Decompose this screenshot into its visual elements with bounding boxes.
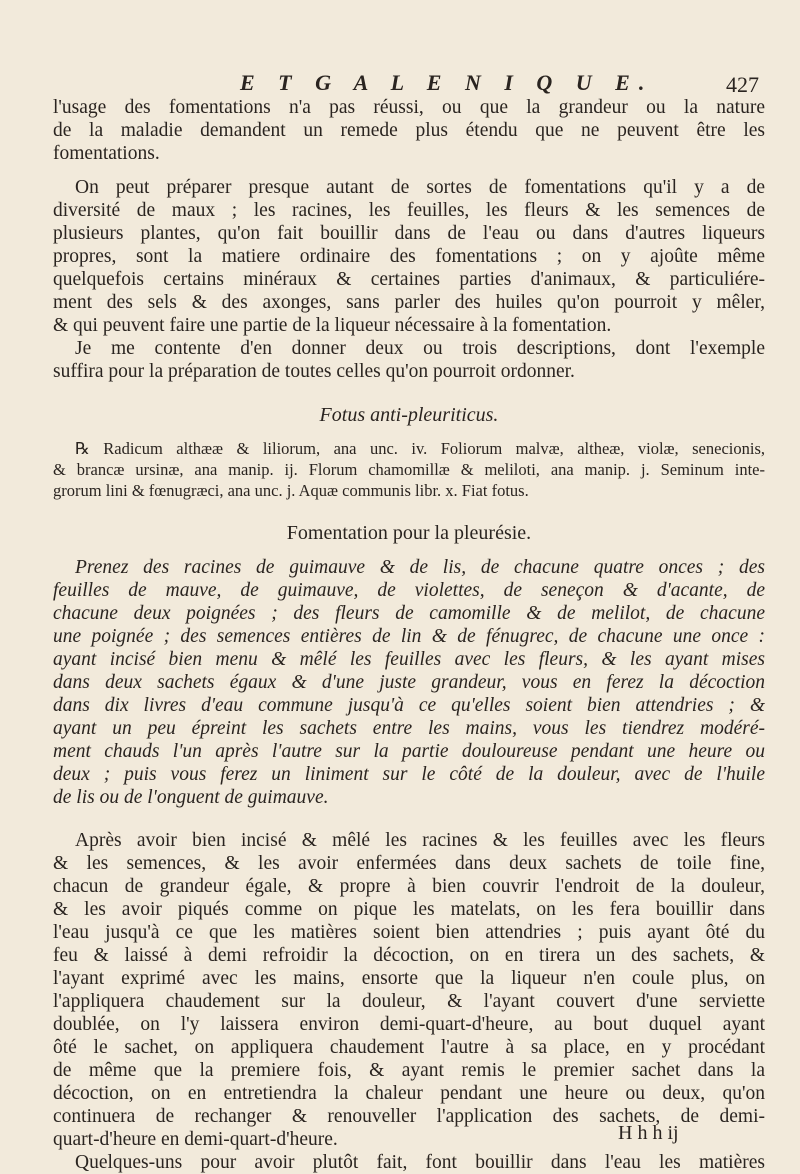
text-line: ayant incisé bien menu & mêlé les feuilles avec les fleurs, & les ayant mises [53,649,765,670]
text-line: Quelques-uns pour avoir plutôt fait, font bouillir dans l'eau les matières [75,1152,765,1173]
text-line: Après avoir bien incisé & mêlé les racines & les feuilles avec les fleurs [75,830,765,851]
text-line: feu & laissé à demi refroidir la décoction, on en tirera un des sachets, & [53,945,765,966]
latin-formula [53,438,765,501]
text-line: ôté le sachet, on appliquera chaudement l'autre à sa place, en y procédant [53,1037,765,1058]
text-line: doublée, on l'y laissera environ demi-quart-d'heure, au bout duquel ayant [53,1014,765,1035]
text-line: dans dix livres d'eau commune jusqu'à ce qu'elles soient bien attendries ; & [53,695,765,716]
text-line: chacun de grandeur égale, & propre à bien couvrir l'endroit de la douleur, [53,876,765,897]
text-line: & brancæ ursinæ, ana manip. ij. Florum chamomillæ & meliloti, ana manip. j. Seminum inte- [53,460,765,479]
paragraph-content [53,337,765,383]
running-title: E T G A L E N I Q U E. [240,70,654,95]
text-line: fomentations. [53,143,160,164]
text-line: On peut préparer presque autant de sortes de fomentations qu'il y a de [75,177,765,198]
text-line: & les avoir piqués comme on pique les matelats, on les fera bouillir dans [53,899,765,920]
text-line: quelquefois certains minéraux & certaines parties d'animaux, & particuliére- [53,269,765,290]
paragraph-ingredients [53,176,765,337]
text-line: propres, sont la matiere ordinaire des fomentations ; on y ajoûte même [53,246,765,267]
text-line: de la maladie demandent un remede plus étendu que ne peuvent être les [53,120,765,141]
text-line: de lis ou de l'onguent de guimauve. [53,787,329,808]
text-line: plusieurs plantes, qu'on fait bouillir dans de l'eau ou dans d'autres liqueurs [53,223,765,244]
text-line: chacune deux poignées ; des fleurs de camomille & de melilot, de chacune [53,603,765,624]
fomentation-title: Fomentation pour la pleurésie. [286,522,532,544]
body-text [53,96,765,1174]
signature-mark: H h h ij [618,1122,679,1144]
text-line: & qui peuvent faire une partie de la liqueur nécessaire à la fomentation. [53,315,612,336]
text-line: diversité de maux ; les racines, les feuilles, les fleurs & les semences de [53,200,765,221]
text-line: continuera de rechanger & renouveller l'application des sachets, de demi- [53,1106,765,1127]
page-number: 427 [726,72,759,97]
text-line: dans deux sachets égaux & d'une juste grandeur, vous en ferez la décoction [53,672,765,693]
text-line: l'ayant exprimé avec les mains, ensorte que la liqueur n'en coule plus, on [53,968,765,989]
paragraph-intro [53,96,765,165]
recipe-paragraph [53,556,765,809]
formula-title: Fotus anti-pleuriticus. [319,404,499,426]
text-line: suffira pour la préparation de toutes celles qu'on pourroit ordonner. [53,361,575,382]
text-line: Je me contente d'en donner deux ou trois descriptions, dont l'exemple [75,338,765,359]
text-line: l'usage des fomentations n'a pas réussi, ou que la grandeur ou la nature [53,97,765,118]
text-line: ayant un peu épreint les sachets entre les mains, vous les tiendrez modéré- [53,718,765,739]
text-line: Prenez des racines de guimauve & de lis, de chacune quatre onces ; des [75,557,765,578]
text-line: quart-d'heure en demi-quart-d'heure. [53,1129,338,1150]
text-line: une poignée ; des semences entières de lin & de fénugrec, de chacune une once : [53,626,765,647]
text-line: de même que la premiere fois, & ayant remis le premier sachet dans la [53,1060,765,1081]
text-line: deux ; puis vous ferez un liniment sur le côté de la douleur, avec de l'huile [53,764,765,785]
text-line: feuilles de mauve, de guimauve, de violettes, de seneçon & d'acante, de [53,580,765,601]
text-line: décoction, on en entretiendra la chaleur pendant une heure ou deux, qu'on [53,1083,765,1104]
text-line: l'eau jusqu'à ce que les matières soient bien attendries ; puis ayant ôté du [53,922,765,943]
text-line: ℞ Radicum althææ & liliorum, ana unc. iv. Foliorum malvæ, altheæ, violæ, senecionis, [75,439,765,458]
text-line: ment des sels & des axonges, sans parler des huiles qu'on pourroit y mêler, [53,292,765,313]
text-line: grorum lini & fœnugræci, ana unc. j. Aquæ communis libr. x. Fiat fotus. [53,481,529,500]
text-line: ment chauds l'un après l'autre sur la partie douloureuse pendant une heure ou [53,741,765,762]
text-line: l'appliquera chaudement sur la douleur, & l'ayant couvert d'une serviette [53,991,765,1012]
text-line: & les semences, & les avoir enfermées dans deux sachets de toile fine, [53,853,765,874]
